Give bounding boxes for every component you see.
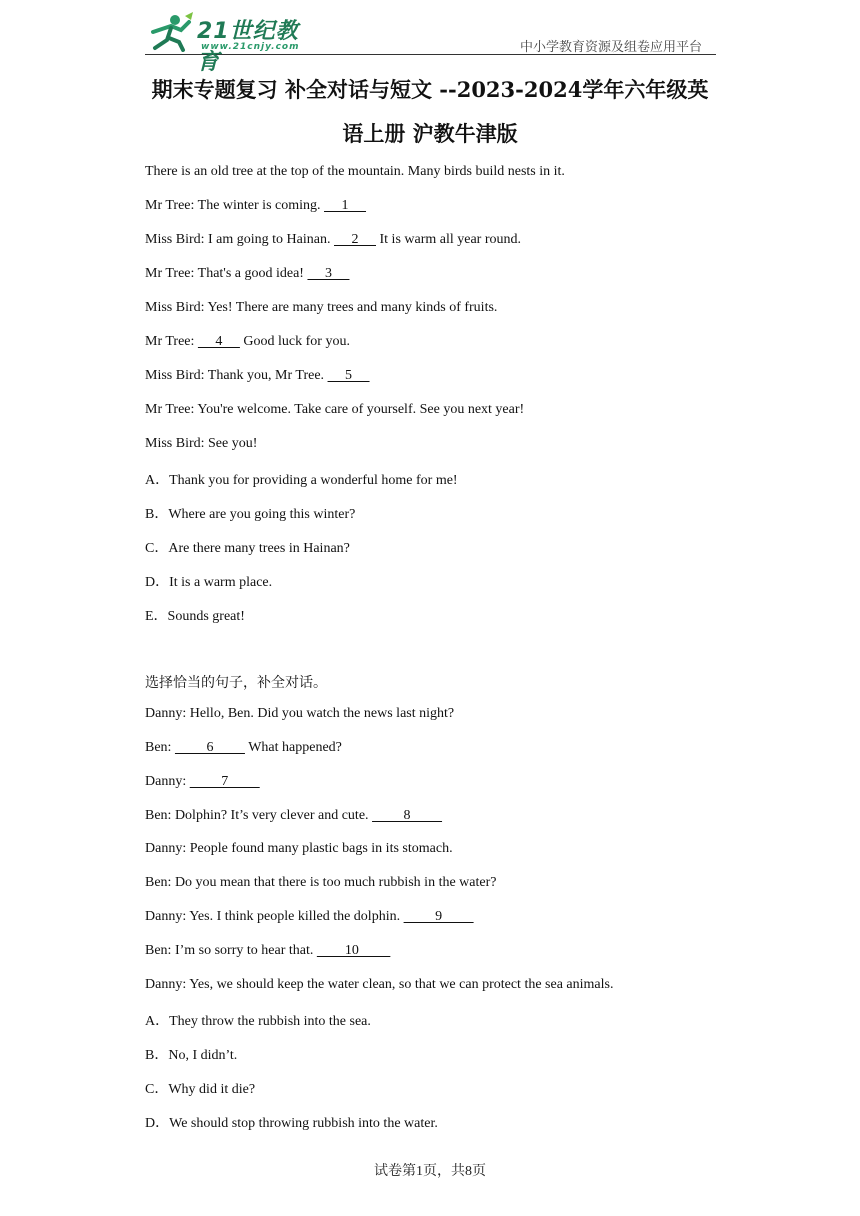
answer-blank-1: 1 [324, 198, 367, 213]
dialogue-text: Ben: Dolphin? It’s very clever and cute. [145, 808, 373, 823]
option-d: D．We should stop throwing rubbish into the water. [145, 1116, 438, 1131]
dialogue-text: Ben: I’m so sorry to hear that. [145, 943, 317, 958]
passage-intro: There is an old tree at the top of the mountain. Many birds build nests in it. [145, 164, 565, 179]
dialogue-line: Ben: Do you mean that there is too much rubbish in the water? [145, 875, 497, 890]
dialogue-text: Danny: [145, 774, 190, 789]
dialogue-line [145, 808, 442, 824]
dialogue-text: Ben: [145, 740, 175, 755]
dialogue-line [145, 368, 370, 384]
option-b: B．Where are you going this winter? [145, 507, 356, 522]
answer-blank-9: 9 [403, 909, 474, 924]
answer-blank-7: 7 [189, 774, 260, 789]
dialogue-text: Good luck for you. [239, 334, 350, 349]
page-title-line-1: 期末专题复习 补全对话与短文 --2023-2024学年六年级英 [151, 77, 709, 102]
dialogue-text: Miss Bird: I am going to Hainan. [145, 232, 334, 247]
dialogue-text: Miss Bird: Thank you, Mr Tree. [145, 368, 328, 383]
platform-name: 中小学教育资源及组卷应用平台 [519, 39, 702, 54]
dialogue-text: What happened? [244, 740, 342, 755]
answer-blank-4: 4 [197, 334, 240, 349]
dialogue-line: Mr Tree: You're welcome. Take care of yourself. See you next year! [145, 402, 525, 417]
dialogue-line [145, 909, 474, 925]
dialogue-text: It is warm all year round. [376, 232, 522, 247]
dialogue-text: Danny: Yes. I think people killed the dolphin. [145, 909, 404, 924]
option-c: C．Are there many trees in Hainan? [145, 541, 350, 556]
answer-blank-10: 10 [316, 943, 391, 958]
dialogue-line: Miss Bird: Yes! There are many trees and many kinds of fruits. [145, 300, 498, 315]
answer-blank-8: 8 [372, 808, 443, 823]
dialogue-text: Mr Tree: [145, 334, 198, 349]
page-footer: 试卷第1页，共8页 [374, 1164, 486, 1179]
page-header [145, 8, 716, 75]
dialogue-line [145, 334, 350, 350]
answer-blank-6: 6 [174, 740, 245, 755]
runner-logo-icon [145, 12, 195, 52]
option-b: B．No, I didn’t. [145, 1048, 238, 1063]
page-title-line-2: 语上册 沪教牛津版 [342, 121, 518, 146]
dialogue-line [145, 774, 260, 790]
option-a: A．Thank you for providing a wonderful home for me! [145, 473, 458, 488]
answer-blank-3: 3 [307, 266, 350, 281]
answer-blank-5: 5 [327, 368, 370, 383]
dialogue-line: Danny: Hello, Ben. Did you watch the news last night? [145, 706, 455, 721]
option-a: A．They throw the rubbish into the sea. [145, 1014, 371, 1029]
option-d: D．It is a warm place. [145, 575, 273, 590]
dialogue-line [145, 198, 366, 214]
section-instruction: 选择恰当的句子，补全对话。 [145, 676, 327, 691]
dialogue-line: Danny: Yes, we should keep the water clean, so that we can protect the sea animals. [145, 977, 614, 992]
dialogue-line [145, 740, 342, 756]
logo-url: www.21cnjy.com [201, 42, 300, 52]
dialogue-line [145, 232, 521, 248]
option-e: E．Sounds great! [145, 609, 245, 624]
logo-text: 21世纪教育 [197, 19, 299, 75]
site-logo [145, 12, 315, 75]
dialogue-line: Miss Bird: See you! [145, 436, 258, 451]
dialogue-line: Danny: People found many plastic bags in its stomach. [145, 841, 453, 856]
dialogue-text: Mr Tree: The winter is coming. [145, 198, 325, 213]
dialogue-line [145, 266, 349, 282]
answer-blank-2: 2 [334, 232, 376, 247]
dialogue-text: Mr Tree: That's a good idea! [145, 266, 308, 281]
dialogue-line [145, 943, 390, 959]
option-c: C．Why did it die? [145, 1082, 256, 1097]
